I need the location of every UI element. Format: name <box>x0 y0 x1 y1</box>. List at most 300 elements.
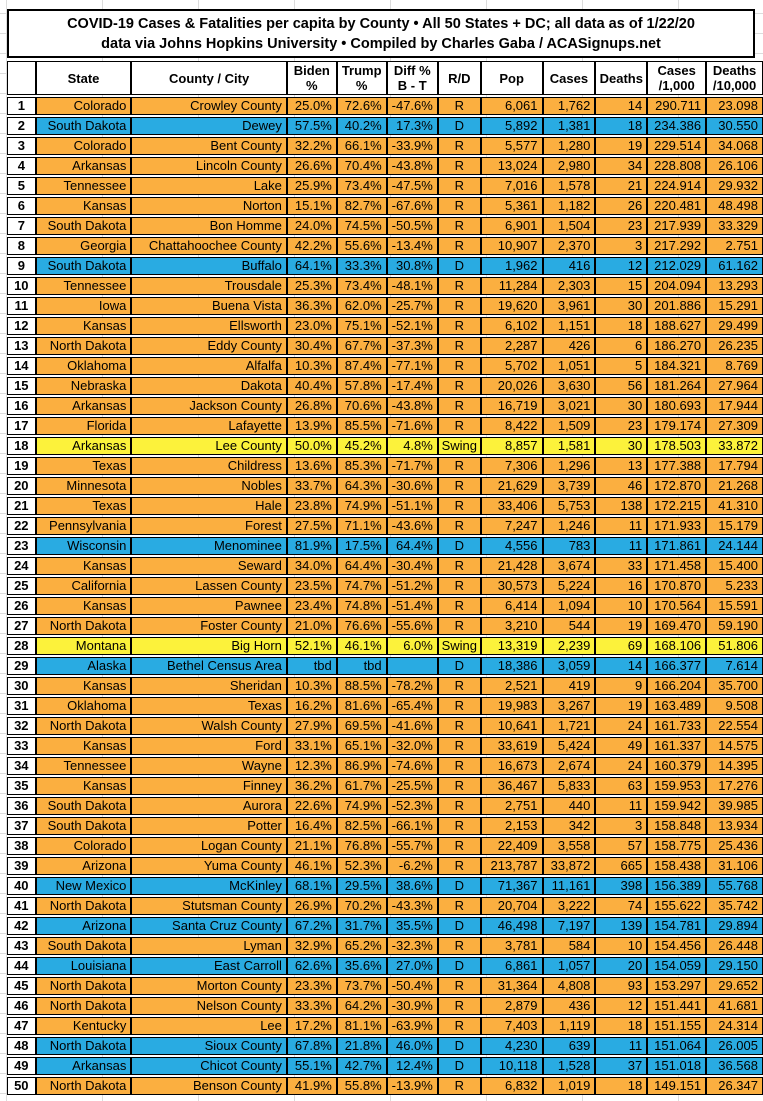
cell-pop[interactable]: 5,892 <box>481 117 543 135</box>
cell-rd[interactable]: R <box>438 617 481 635</box>
cell-trump[interactable]: 81.1% <box>337 1017 387 1035</box>
cell-diff[interactable]: -43.3% <box>387 897 438 915</box>
cell-rownum[interactable]: 22 <box>7 517 36 535</box>
cell-rownum[interactable]: 48 <box>7 1037 36 1055</box>
cell-trump[interactable]: 71.1% <box>337 517 387 535</box>
cell-cases[interactable]: 1,280 <box>543 137 596 155</box>
cell-deaths[interactable]: 12 <box>595 997 647 1015</box>
cell-deaths[interactable]: 24 <box>595 757 647 775</box>
cell-d10k[interactable]: 26.448 <box>706 937 763 955</box>
cell-biden[interactable]: 10.3% <box>287 357 337 375</box>
cell-state[interactable]: Kansas <box>36 777 132 795</box>
cell-rownum[interactable]: 26 <box>7 597 36 615</box>
cell-diff[interactable]: -66.1% <box>387 817 438 835</box>
cell-cases[interactable]: 1,762 <box>543 97 596 115</box>
cell-deaths[interactable]: 14 <box>595 97 647 115</box>
cell-d10k[interactable]: 51.806 <box>706 637 763 655</box>
cell-trump[interactable]: 64.2% <box>337 997 387 1015</box>
cell-pop[interactable]: 21,428 <box>481 557 543 575</box>
cell-county[interactable]: Logan County <box>131 837 287 855</box>
cell-cases[interactable]: 4,808 <box>543 977 596 995</box>
cell-biden[interactable]: 21.0% <box>287 617 337 635</box>
cell-d10k[interactable]: 24.144 <box>706 537 763 555</box>
cell-biden[interactable]: 15.1% <box>287 197 337 215</box>
cell-rownum[interactable]: 9 <box>7 257 36 275</box>
cell-deaths[interactable]: 12 <box>595 257 647 275</box>
cell-county[interactable]: Nobles <box>131 477 287 495</box>
cell-cases[interactable]: 426 <box>543 337 596 355</box>
cell-c1k[interactable]: 290.711 <box>647 97 706 115</box>
cell-biden[interactable]: tbd <box>287 657 337 675</box>
cell-diff[interactable]: -32.0% <box>387 737 438 755</box>
cell-d10k[interactable]: 13.293 <box>706 277 763 295</box>
cell-deaths[interactable]: 18 <box>595 317 647 335</box>
cell-biden[interactable]: 67.8% <box>287 1037 337 1055</box>
cell-deaths[interactable]: 10 <box>595 597 647 615</box>
cell-biden[interactable]: 13.6% <box>287 457 337 475</box>
cell-rd[interactable]: R <box>438 897 481 915</box>
cell-cases[interactable]: 5,833 <box>543 777 596 795</box>
cell-pop[interactable]: 36,467 <box>481 777 543 795</box>
cell-rownum[interactable]: 39 <box>7 857 36 875</box>
cell-biden[interactable]: 68.1% <box>287 877 337 895</box>
cell-trump[interactable]: 70.6% <box>337 397 387 415</box>
cell-diff[interactable]: -17.4% <box>387 377 438 395</box>
cell-biden[interactable]: 10.3% <box>287 677 337 695</box>
cell-diff[interactable]: -30.9% <box>387 997 438 1015</box>
cell-pop[interactable]: 21,629 <box>481 477 543 495</box>
cell-pop[interactable]: 5,361 <box>481 197 543 215</box>
cell-biden[interactable]: 27.9% <box>287 717 337 735</box>
cell-state[interactable]: Arkansas <box>36 437 132 455</box>
cell-rd[interactable]: R <box>438 177 481 195</box>
cell-d10k[interactable]: 17.794 <box>706 457 763 475</box>
cell-cases[interactable]: 544 <box>543 617 596 635</box>
cell-county[interactable]: Potter <box>131 817 287 835</box>
cell-state[interactable]: Tennessee <box>36 177 132 195</box>
cell-c1k[interactable]: 149.151 <box>647 1077 706 1095</box>
cell-diff[interactable]: 12.4% <box>387 1057 438 1075</box>
cell-deaths[interactable]: 13 <box>595 457 647 475</box>
cell-cases[interactable]: 440 <box>543 797 596 815</box>
cell-rd[interactable]: R <box>438 557 481 575</box>
cell-c1k[interactable]: 151.018 <box>647 1057 706 1075</box>
cell-diff[interactable]: -52.3% <box>387 797 438 815</box>
cell-biden[interactable]: 36.2% <box>287 777 337 795</box>
cell-d10k[interactable]: 41.310 <box>706 497 763 515</box>
cell-diff[interactable]: 27.0% <box>387 957 438 975</box>
cell-c1k[interactable]: 177.388 <box>647 457 706 475</box>
cell-rownum[interactable]: 32 <box>7 717 36 735</box>
cell-diff[interactable]: 38.6% <box>387 877 438 895</box>
cell-c1k[interactable]: 180.693 <box>647 397 706 415</box>
cell-state[interactable]: North Dakota <box>36 897 132 915</box>
cell-trump[interactable]: 74.7% <box>337 577 387 595</box>
cell-trump[interactable]: 55.8% <box>337 1077 387 1095</box>
cell-state[interactable]: Tennessee <box>36 277 132 295</box>
cell-biden[interactable]: 62.6% <box>287 957 337 975</box>
cell-trump[interactable]: 73.4% <box>337 177 387 195</box>
cell-diff[interactable]: 17.3% <box>387 117 438 135</box>
cell-trump[interactable]: 21.8% <box>337 1037 387 1055</box>
cell-rownum[interactable]: 8 <box>7 237 36 255</box>
cell-biden[interactable]: 25.3% <box>287 277 337 295</box>
cell-county[interactable]: Seward <box>131 557 287 575</box>
cell-pop[interactable]: 6,832 <box>481 1077 543 1095</box>
cell-state[interactable]: Wisconsin <box>36 537 132 555</box>
cell-deaths[interactable]: 3 <box>595 817 647 835</box>
cell-deaths[interactable]: 19 <box>595 617 647 635</box>
cell-trump[interactable]: 74.8% <box>337 597 387 615</box>
cell-cases[interactable]: 3,739 <box>543 477 596 495</box>
cell-state[interactable]: Colorado <box>36 837 132 855</box>
cell-cases[interactable]: 2,674 <box>543 757 596 775</box>
cell-trump[interactable]: 46.1% <box>337 637 387 655</box>
cell-cases[interactable]: 1,721 <box>543 717 596 735</box>
cell-pop[interactable]: 10,641 <box>481 717 543 735</box>
cell-c1k[interactable]: 159.942 <box>647 797 706 815</box>
cell-state[interactable]: Alaska <box>36 657 132 675</box>
cell-biden[interactable]: 55.1% <box>287 1057 337 1075</box>
cell-rownum[interactable]: 25 <box>7 577 36 595</box>
cell-rd[interactable]: R <box>438 857 481 875</box>
cell-d10k[interactable]: 30.550 <box>706 117 763 135</box>
cell-d10k[interactable]: 35.742 <box>706 897 763 915</box>
cell-deaths[interactable]: 15 <box>595 277 647 295</box>
cell-cases[interactable]: 1,019 <box>543 1077 596 1095</box>
cell-pop[interactable]: 7,016 <box>481 177 543 195</box>
cell-biden[interactable]: 57.5% <box>287 117 337 135</box>
cell-c1k[interactable]: 170.564 <box>647 597 706 615</box>
cell-biden[interactable]: 33.1% <box>287 737 337 755</box>
cell-c1k[interactable]: 201.886 <box>647 297 706 315</box>
cell-cases[interactable]: 5,753 <box>543 497 596 515</box>
cell-biden[interactable]: 26.8% <box>287 397 337 415</box>
header-pop[interactable] <box>481 61 543 95</box>
cell-diff[interactable]: -65.4% <box>387 697 438 715</box>
cell-state[interactable]: Montana <box>36 637 132 655</box>
cell-cases[interactable]: 2,303 <box>543 277 596 295</box>
cell-rd[interactable]: R <box>438 757 481 775</box>
cell-rd[interactable]: R <box>438 237 481 255</box>
cell-cases[interactable]: 3,961 <box>543 297 596 315</box>
cell-state[interactable]: Tennessee <box>36 757 132 775</box>
cell-trump[interactable]: 87.4% <box>337 357 387 375</box>
cell-diff[interactable]: -13.4% <box>387 237 438 255</box>
cell-county[interactable]: Pawnee <box>131 597 287 615</box>
cell-deaths[interactable]: 56 <box>595 377 647 395</box>
cell-county[interactable]: Lyman <box>131 937 287 955</box>
cell-state[interactable]: Louisiana <box>36 957 132 975</box>
cell-diff[interactable]: -43.8% <box>387 397 438 415</box>
cell-rownum[interactable]: 35 <box>7 777 36 795</box>
cell-rownum[interactable]: 49 <box>7 1057 36 1075</box>
cell-rd[interactable]: R <box>438 377 481 395</box>
cell-county[interactable]: Sioux County <box>131 1037 287 1055</box>
cell-c1k[interactable]: 151.155 <box>647 1017 706 1035</box>
cell-rd[interactable]: R <box>438 677 481 695</box>
cell-state[interactable]: Pennsylvania <box>36 517 132 535</box>
cell-biden[interactable]: 23.8% <box>287 497 337 515</box>
cell-rd[interactable]: D <box>438 1037 481 1055</box>
cell-c1k[interactable]: 181.264 <box>647 377 706 395</box>
cell-d10k[interactable]: 14.395 <box>706 757 763 775</box>
cell-trump[interactable]: 67.7% <box>337 337 387 355</box>
cell-trump[interactable]: 65.1% <box>337 737 387 755</box>
cell-state[interactable]: North Dakota <box>36 717 132 735</box>
cell-cases[interactable]: 1,296 <box>543 457 596 475</box>
cell-cases[interactable]: 584 <box>543 937 596 955</box>
cell-deaths[interactable]: 665 <box>595 857 647 875</box>
header-state[interactable] <box>36 61 132 95</box>
cell-cases[interactable]: 2,980 <box>543 157 596 175</box>
cell-d10k[interactable]: 27.964 <box>706 377 763 395</box>
cell-cases[interactable]: 342 <box>543 817 596 835</box>
cell-c1k[interactable]: 170.870 <box>647 577 706 595</box>
cell-rownum[interactable]: 21 <box>7 497 36 515</box>
cell-biden[interactable]: 23.5% <box>287 577 337 595</box>
cell-pop[interactable]: 8,422 <box>481 417 543 435</box>
cell-cases[interactable]: 1,528 <box>543 1057 596 1075</box>
cell-county[interactable]: Bon Homme <box>131 217 287 235</box>
cell-d10k[interactable]: 29.150 <box>706 957 763 975</box>
cell-biden[interactable]: 42.2% <box>287 237 337 255</box>
cell-rd[interactable]: R <box>438 457 481 475</box>
cell-pop[interactable]: 2,751 <box>481 797 543 815</box>
cell-rd[interactable]: R <box>438 1077 481 1095</box>
cell-biden[interactable]: 46.1% <box>287 857 337 875</box>
cell-trump[interactable]: 29.5% <box>337 877 387 895</box>
cell-pop[interactable]: 8,857 <box>481 437 543 455</box>
cell-state[interactable]: Arizona <box>36 917 132 935</box>
cell-deaths[interactable]: 30 <box>595 437 647 455</box>
cell-rownum[interactable]: 33 <box>7 737 36 755</box>
header-diff[interactable] <box>387 61 438 95</box>
cell-rd[interactable]: R <box>438 397 481 415</box>
cell-pop[interactable]: 6,414 <box>481 597 543 615</box>
header-biden[interactable] <box>287 61 337 95</box>
cell-state[interactable]: Colorado <box>36 137 132 155</box>
cell-state[interactable]: Texas <box>36 497 132 515</box>
cell-rownum[interactable]: 23 <box>7 537 36 555</box>
cell-deaths[interactable]: 69 <box>595 637 647 655</box>
cell-trump[interactable]: 74.9% <box>337 797 387 815</box>
cell-d10k[interactable]: 61.162 <box>706 257 763 275</box>
cell-state[interactable]: Oklahoma <box>36 697 132 715</box>
cell-county[interactable]: Lee County <box>131 437 287 455</box>
cell-rd[interactable]: R <box>438 997 481 1015</box>
cell-diff[interactable]: -55.7% <box>387 837 438 855</box>
cell-cases[interactable]: 3,021 <box>543 397 596 415</box>
cell-pop[interactable]: 18,386 <box>481 657 543 675</box>
cell-deaths[interactable]: 16 <box>595 577 647 595</box>
cell-county[interactable]: Lassen County <box>131 577 287 595</box>
cell-cases[interactable]: 1,057 <box>543 957 596 975</box>
cell-rownum[interactable]: 47 <box>7 1017 36 1035</box>
cell-rd[interactable]: R <box>438 937 481 955</box>
cell-cases[interactable]: 5,424 <box>543 737 596 755</box>
header-deaths[interactable] <box>595 61 647 95</box>
cell-state[interactable]: North Dakota <box>36 1037 132 1055</box>
cell-diff[interactable]: -47.6% <box>387 97 438 115</box>
cell-pop[interactable]: 30,573 <box>481 577 543 595</box>
cell-state[interactable]: Kansas <box>36 677 132 695</box>
cell-trump[interactable]: 88.5% <box>337 677 387 695</box>
cell-c1k[interactable]: 179.174 <box>647 417 706 435</box>
cell-rownum[interactable]: 41 <box>7 897 36 915</box>
cell-state[interactable]: New Mexico <box>36 877 132 895</box>
cell-cases[interactable]: 1,051 <box>543 357 596 375</box>
cell-d10k[interactable]: 29.894 <box>706 917 763 935</box>
cell-pop[interactable]: 16,673 <box>481 757 543 775</box>
cell-trump[interactable]: 45.2% <box>337 437 387 455</box>
cell-trump[interactable]: 40.2% <box>337 117 387 135</box>
cell-deaths[interactable]: 33 <box>595 557 647 575</box>
cell-deaths[interactable]: 14 <box>595 657 647 675</box>
cell-cases[interactable]: 3,059 <box>543 657 596 675</box>
cell-deaths[interactable]: 63 <box>595 777 647 795</box>
cell-biden[interactable]: 23.0% <box>287 317 337 335</box>
cell-pop[interactable]: 6,861 <box>481 957 543 975</box>
cell-biden[interactable]: 33.7% <box>287 477 337 495</box>
cell-rownum[interactable]: 38 <box>7 837 36 855</box>
cell-state[interactable]: Nebraska <box>36 377 132 395</box>
cell-biden[interactable]: 13.9% <box>287 417 337 435</box>
cell-d10k[interactable]: 7.614 <box>706 657 763 675</box>
cell-rownum[interactable]: 34 <box>7 757 36 775</box>
cell-rd[interactable]: R <box>438 157 481 175</box>
cell-cases[interactable]: 436 <box>543 997 596 1015</box>
cell-trump[interactable]: 33.3% <box>337 257 387 275</box>
cell-rownum[interactable]: 1 <box>7 97 36 115</box>
cell-cases[interactable]: 3,222 <box>543 897 596 915</box>
cell-rd[interactable]: R <box>438 797 481 815</box>
cell-cases[interactable]: 11,161 <box>543 877 596 895</box>
cell-pop[interactable]: 19,620 <box>481 297 543 315</box>
cell-rd[interactable]: R <box>438 837 481 855</box>
cell-c1k[interactable]: 153.297 <box>647 977 706 995</box>
cell-state[interactable]: Colorado <box>36 97 132 115</box>
cell-d10k[interactable]: 55.768 <box>706 877 763 895</box>
cell-cases[interactable]: 3,630 <box>543 377 596 395</box>
cell-diff[interactable]: -47.5% <box>387 177 438 195</box>
cell-state[interactable]: South Dakota <box>36 117 132 135</box>
cell-c1k[interactable]: 166.377 <box>647 657 706 675</box>
cell-rownum[interactable]: 24 <box>7 557 36 575</box>
cell-rownum[interactable]: 20 <box>7 477 36 495</box>
cell-trump[interactable]: 31.7% <box>337 917 387 935</box>
cell-diff[interactable]: -32.3% <box>387 937 438 955</box>
cell-trump[interactable]: 72.6% <box>337 97 387 115</box>
cell-c1k[interactable]: 160.379 <box>647 757 706 775</box>
cell-diff[interactable]: -71.7% <box>387 457 438 475</box>
cell-deaths[interactable]: 20 <box>595 957 647 975</box>
cell-cases[interactable]: 1,581 <box>543 437 596 455</box>
cell-county[interactable]: Norton <box>131 197 287 215</box>
cell-state[interactable]: North Dakota <box>36 337 132 355</box>
cell-d10k[interactable]: 25.436 <box>706 837 763 855</box>
cell-diff[interactable]: -71.6% <box>387 417 438 435</box>
cell-d10k[interactable]: 23.098 <box>706 97 763 115</box>
cell-county[interactable]: East Carroll <box>131 957 287 975</box>
header-trump[interactable] <box>337 61 387 95</box>
header-c1k[interactable] <box>647 61 706 95</box>
cell-c1k[interactable]: 161.733 <box>647 717 706 735</box>
cell-rd[interactable]: R <box>438 737 481 755</box>
cell-pop[interactable]: 2,879 <box>481 997 543 1015</box>
cell-county[interactable]: Walsh County <box>131 717 287 735</box>
cell-biden[interactable]: 52.1% <box>287 637 337 655</box>
cell-rd[interactable]: R <box>438 317 481 335</box>
cell-county[interactable]: Lee <box>131 1017 287 1035</box>
cell-trump[interactable]: 69.5% <box>337 717 387 735</box>
cell-d10k[interactable]: 13.934 <box>706 817 763 835</box>
cell-c1k[interactable]: 212.029 <box>647 257 706 275</box>
cell-county[interactable]: Bethel Census Area <box>131 657 287 675</box>
cell-rd[interactable]: D <box>438 257 481 275</box>
cell-trump[interactable]: 70.4% <box>337 157 387 175</box>
cell-d10k[interactable]: 9.508 <box>706 697 763 715</box>
cell-pop[interactable]: 33,619 <box>481 737 543 755</box>
cell-pop[interactable]: 20,026 <box>481 377 543 395</box>
cell-d10k[interactable]: 22.554 <box>706 717 763 735</box>
cell-d10k[interactable]: 26.106 <box>706 157 763 175</box>
cell-deaths[interactable]: 11 <box>595 537 647 555</box>
cell-county[interactable]: Ellsworth <box>131 317 287 335</box>
cell-rd[interactable]: R <box>438 777 481 795</box>
header-county[interactable] <box>131 61 287 95</box>
cell-rownum[interactable]: 46 <box>7 997 36 1015</box>
cell-c1k[interactable]: 159.953 <box>647 777 706 795</box>
cell-pop[interactable]: 10,118 <box>481 1057 543 1075</box>
cell-c1k[interactable]: 188.627 <box>647 317 706 335</box>
cell-c1k[interactable]: 186.270 <box>647 337 706 355</box>
cell-rownum[interactable]: 45 <box>7 977 36 995</box>
cell-d10k[interactable]: 33.329 <box>706 217 763 235</box>
cell-rd[interactable]: D <box>438 877 481 895</box>
cell-rd[interactable]: D <box>438 117 481 135</box>
cell-pop[interactable]: 4,556 <box>481 537 543 555</box>
cell-deaths[interactable]: 9 <box>595 677 647 695</box>
cell-cases[interactable]: 1,504 <box>543 217 596 235</box>
cell-d10k[interactable]: 21.268 <box>706 477 763 495</box>
cell-c1k[interactable]: 158.438 <box>647 857 706 875</box>
cell-state[interactable]: South Dakota <box>36 817 132 835</box>
cell-biden[interactable]: 25.9% <box>287 177 337 195</box>
cell-c1k[interactable]: 155.622 <box>647 897 706 915</box>
cell-pop[interactable]: 6,901 <box>481 217 543 235</box>
cell-state[interactable]: Kentucky <box>36 1017 132 1035</box>
cell-d10k[interactable]: 17.276 <box>706 777 763 795</box>
cell-c1k[interactable]: 234.386 <box>647 117 706 135</box>
cell-state[interactable]: South Dakota <box>36 797 132 815</box>
cell-cases[interactable]: 1,246 <box>543 517 596 535</box>
cell-diff[interactable]: -30.4% <box>387 557 438 575</box>
cell-rd[interactable]: Swing <box>438 437 481 455</box>
cell-deaths[interactable]: 23 <box>595 417 647 435</box>
cell-d10k[interactable]: 48.498 <box>706 197 763 215</box>
cell-cases[interactable]: 33,872 <box>543 857 596 875</box>
cell-d10k[interactable]: 35.700 <box>706 677 763 695</box>
cell-county[interactable]: Sheridan <box>131 677 287 695</box>
cell-rownum[interactable]: 31 <box>7 697 36 715</box>
cell-rownum[interactable]: 2 <box>7 117 36 135</box>
cell-trump[interactable]: 64.3% <box>337 477 387 495</box>
cell-deaths[interactable]: 10 <box>595 937 647 955</box>
cell-biden[interactable]: 41.9% <box>287 1077 337 1095</box>
cell-rd[interactable]: R <box>438 517 481 535</box>
cell-trump[interactable]: 82.5% <box>337 817 387 835</box>
